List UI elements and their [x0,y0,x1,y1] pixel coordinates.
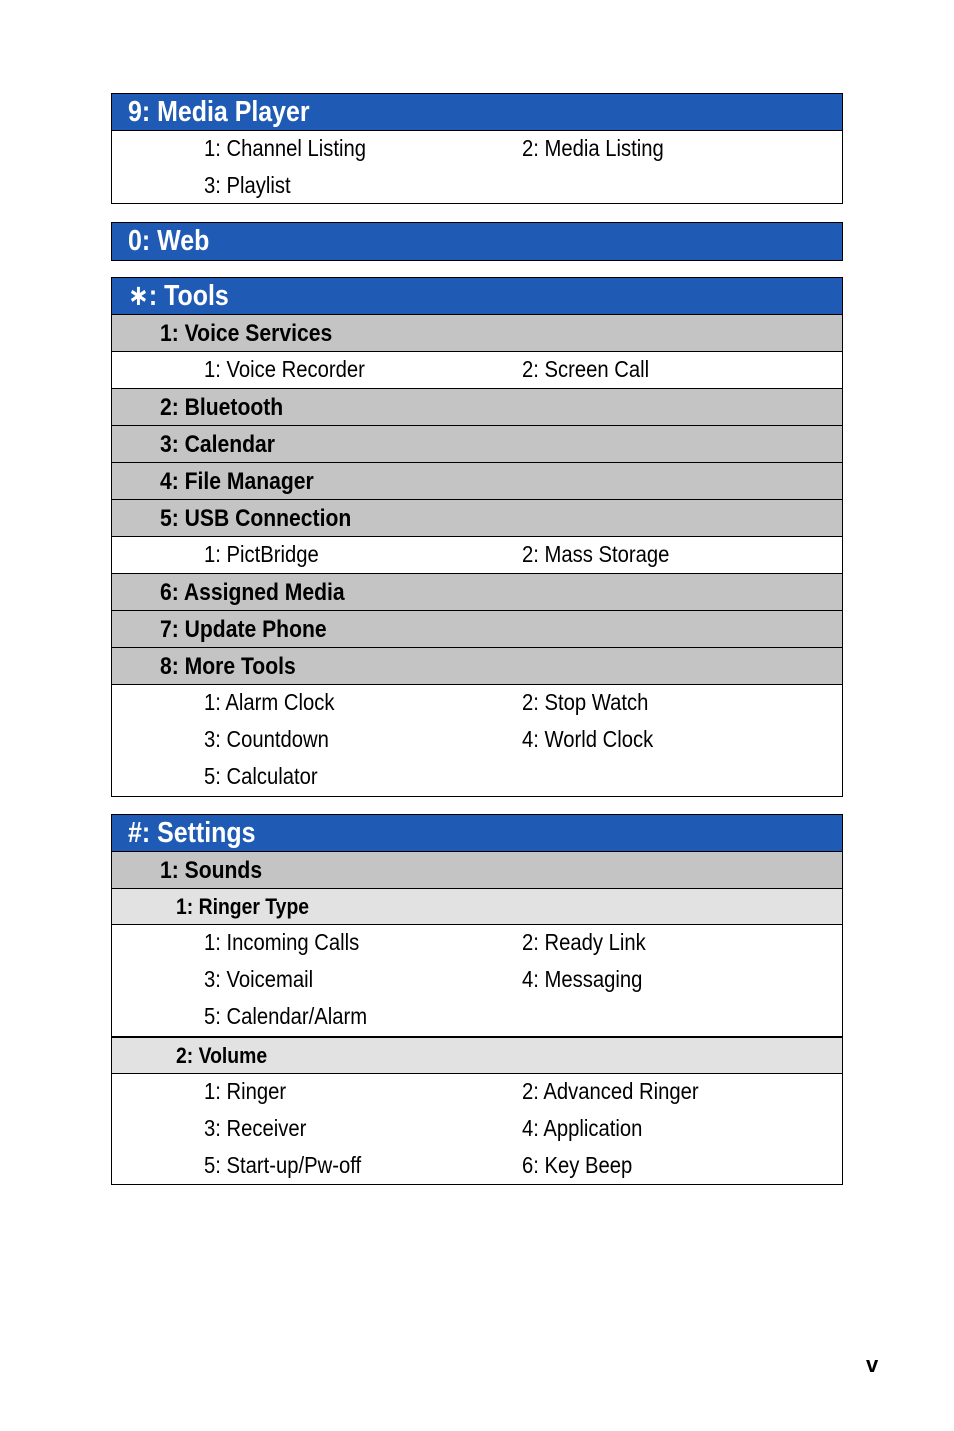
tools-section [111,277,843,797]
list-item: 5: Calculator [204,763,318,789]
more-tools-heading: 8: More Tools [112,648,842,685]
volume-heading: 2: Volume [112,1038,842,1074]
list-item: 1: Alarm Clock 2: Stop Watch [204,689,649,715]
settings-header: #: Settings [112,815,842,852]
media-player-section [111,93,843,204]
voice-services-items [112,352,842,389]
ringer-type-heading: 1: Ringer Type [112,889,842,925]
voice-services-heading: 1: Voice Services [112,315,842,352]
list-item: 3: Receiver 4: Application [204,1115,643,1141]
volume-section [111,1037,843,1185]
page-number: v [866,1352,879,1377]
list-item: 5: Start-up/Pw-off 6: Key Beep [204,1152,633,1178]
list-item: 1: Ringer 2: Advanced Ringer [204,1078,699,1104]
bluetooth-heading: 2: Bluetooth [112,389,842,426]
usb-connection-heading: 5: USB Connection [112,500,842,537]
more-tools-items [112,685,842,796]
file-manager-heading: 4: File Manager [112,463,842,500]
usb-connection-items [112,537,842,574]
settings-section [111,814,843,1037]
list-item: 1: Voice Recorder 2: Screen Call [204,356,650,382]
sounds-heading: 1: Sounds [112,852,842,889]
list-item: 3: Voicemail 4: Messaging [204,966,643,992]
update-phone-heading: 7: Update Phone [112,611,842,648]
calendar-heading: 3: Calendar [112,426,842,463]
media-player-items [112,131,842,203]
assigned-media-heading: 6: Assigned Media [112,574,842,611]
list-item: 3: Countdown 4: World Clock [204,726,654,752]
list-item: 3: Playlist [204,172,291,198]
web-section [111,222,843,261]
list-item: 5: Calendar/Alarm [204,1003,368,1029]
volume-items [112,1074,842,1184]
ringer-type-items [112,925,842,1036]
list-item: 1: Channel Listing 2: Media Listing [204,135,664,161]
list-item: 1: Incoming Calls 2: Ready Link [204,929,646,955]
media-player-header: 9: Media Player [112,94,842,131]
list-item: 1: PictBridge 2: Mass Storage [204,541,670,567]
web-header: 0: Web [112,223,842,260]
tools-header: ∗: Tools [112,278,842,315]
